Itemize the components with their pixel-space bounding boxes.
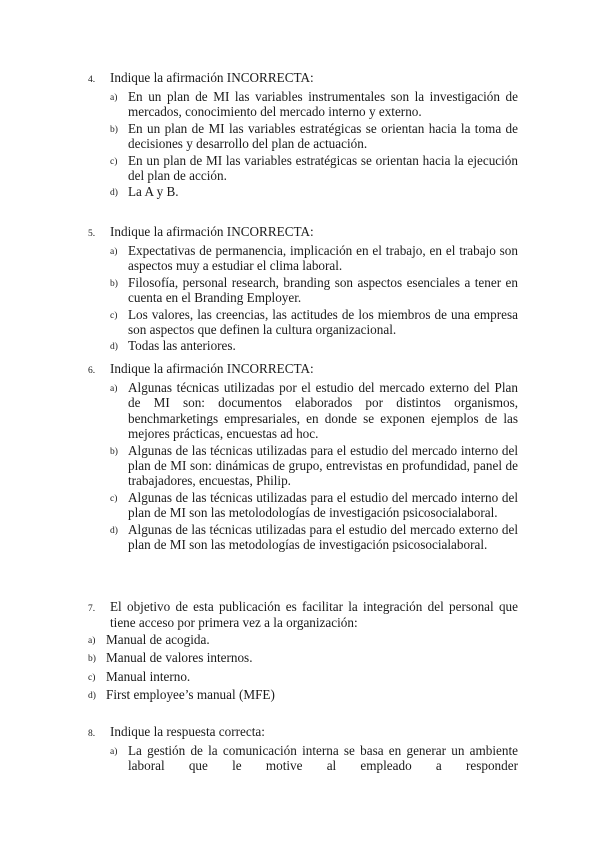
option-letter: b): [110, 124, 118, 135]
option-b: [110, 275, 518, 306]
question-number: 5.: [88, 229, 96, 239]
question-number: 6.: [88, 366, 96, 376]
option-letter: b): [88, 654, 96, 665]
option-a: [110, 743, 518, 774]
option-c: [88, 669, 518, 686]
option-letter: d): [110, 525, 118, 536]
option-letter: a): [110, 747, 118, 757]
option-a: [88, 632, 518, 649]
option-letter: a): [110, 247, 118, 257]
option-letter: b): [110, 446, 118, 457]
option-letter: b): [110, 278, 118, 289]
option-letter: c): [88, 672, 96, 683]
option-text: Los valores, las creencias, las actitudes de los miembros de una empresa son aspectos que definen la cultura organizacional.: [128, 306, 518, 338]
option-text: En un plan de MI las variables estratégicas se orientan hacia la toma de decisiones y desarrollo del plan de actuación.: [128, 120, 518, 152]
option-text: Algunas técnicas utilizadas por el estudio del mercado externo del Plan de MI son: documentos elaborados por distintos organismos, benchmarketings empresariales, en donde se exponen ejemplos de las mejores prácticas, encuestas ad hoc.: [128, 380, 518, 442]
option-text: Algunas de las técnicas utilizadas para el estudio del mercado interno del plan de MI son: dinámicas de grupo, entrevistas en profundidad, panel de trabajadores, encuestas, Philip.: [128, 442, 518, 489]
option-text: First employee’s manual (MFE): [106, 687, 275, 703]
option-text: La A y B.: [128, 184, 179, 200]
option-a: [110, 89, 518, 120]
question-8: [88, 724, 518, 775]
option-d: [88, 687, 518, 704]
option-text: En un plan de MI las variables instrumentales son la investigación de mercados, conocimiento del mercado interno y externo.: [128, 89, 518, 120]
option-a: [110, 380, 518, 442]
option-b: [110, 443, 518, 489]
option-c: [110, 490, 518, 521]
question-5: [88, 224, 518, 357]
option-letter: c): [110, 310, 118, 321]
question-number: 4.: [88, 75, 96, 85]
question-prompt: Indique la afirmación INCORRECTA:: [110, 224, 314, 239]
option-letter: c): [110, 156, 118, 167]
question-4: [88, 70, 518, 203]
option-letter: a): [88, 636, 96, 646]
option-text: Algunas de las técnicas utilizadas para el estudio del mercado externo del plan de MI son las metodologías de investigación psicosocialaboral.: [128, 521, 518, 553]
option-letter: a): [110, 93, 118, 103]
option-letter: d): [110, 342, 118, 353]
question-7: [88, 599, 518, 706]
question-number: 7.: [88, 604, 96, 614]
option-c: [110, 307, 518, 338]
option-text: Filosofía, personal research, branding son aspectos esenciales a tener en cuenta en el Branding Employer.: [128, 274, 518, 306]
option-text: Todas las anteriores.: [128, 338, 236, 354]
option-c: [110, 153, 518, 184]
question-6: [88, 361, 518, 553]
option-letter: d): [88, 691, 96, 702]
option-d: [110, 184, 518, 201]
question-prompt: Indique la afirmación INCORRECTA:: [110, 70, 314, 85]
option-text: Manual interno.: [106, 668, 191, 684]
option-b: [88, 650, 518, 667]
option-letter: c): [110, 493, 118, 504]
option-text: Manual de valores internos.: [106, 650, 253, 666]
option-a: [110, 243, 518, 274]
question-prompt: Indique la respuesta correcta:: [110, 724, 265, 739]
option-text: En un plan de MI las variables estratégicas se orientan hacia la ejecución del plan de acción.: [128, 152, 518, 184]
question-number: 8.: [88, 729, 96, 739]
option-text: Expectativas de permanencia, implicación en el trabajo, en el trabajo son aspectos muy a estudiar el clima laboral.: [128, 243, 518, 274]
option-d: [110, 338, 518, 355]
option-text: Manual de acogida.: [106, 632, 210, 647]
option-b: [110, 121, 518, 152]
question-prompt: El objetivo de esta publicación es facilitar la integración del personal que tiene acceso por primera vez a la organización:: [110, 599, 518, 630]
option-text: Algunas de las técnicas utilizadas para el estudio del mercado interno del plan de MI son las metolodologías de investigación psicosocialaboral.: [128, 489, 518, 521]
option-text: La gestión de la comunicación interna se basa en generar un ambiente laboral que le motive al empleado a responder: [128, 743, 518, 774]
option-letter: d): [110, 188, 118, 199]
option-letter: a): [110, 384, 118, 394]
option-d: [110, 522, 518, 553]
question-prompt: Indique la afirmación INCORRECTA:: [110, 361, 314, 376]
